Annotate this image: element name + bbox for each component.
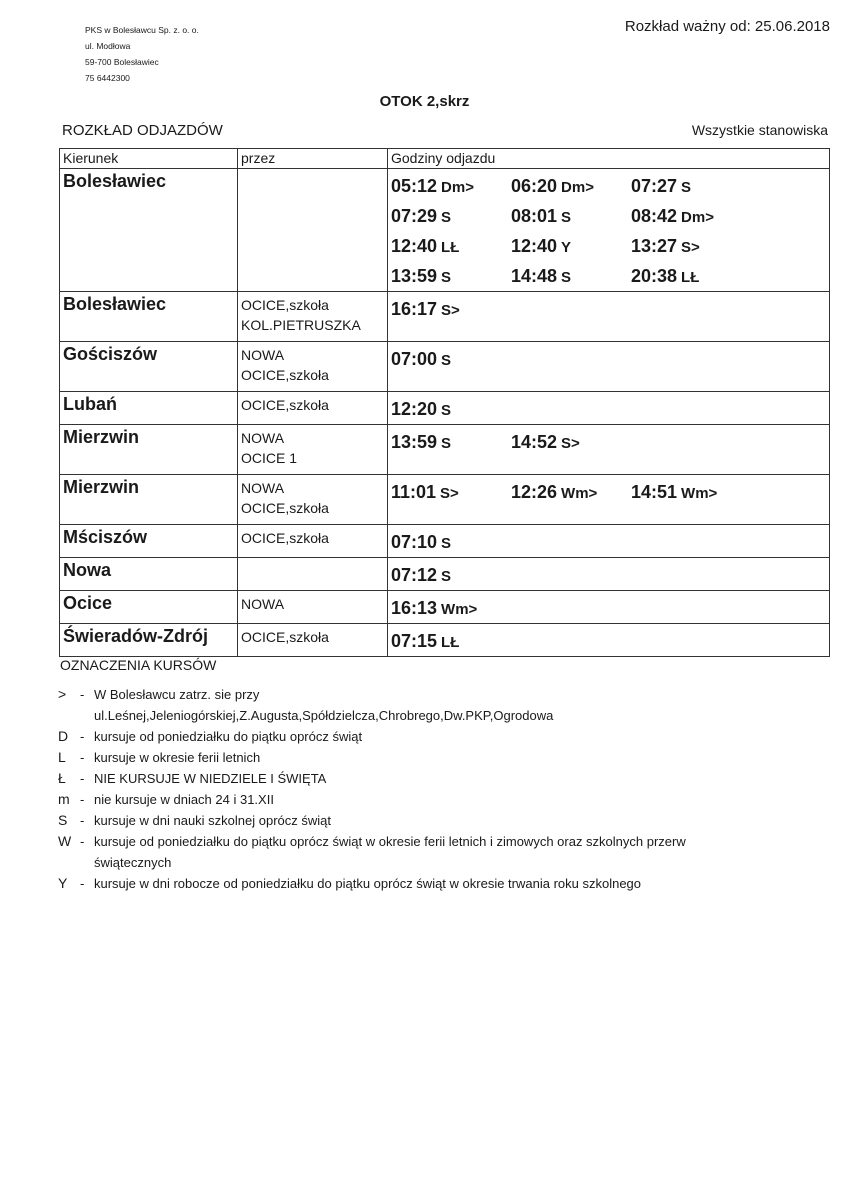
departure-times-cell xyxy=(388,169,830,292)
departure-hour: 11:01 xyxy=(391,481,437,502)
platforms-label: Wszystkie stanowiska xyxy=(691,122,828,138)
departure-mark: LŁ xyxy=(441,238,460,256)
departure-mark: S> xyxy=(441,301,460,319)
via-stop: NOWA xyxy=(241,430,285,446)
departure-mark: Wm> xyxy=(681,484,718,502)
departure-times-cell xyxy=(388,425,830,475)
times-line xyxy=(391,394,826,424)
table-row xyxy=(60,425,830,475)
legend-description xyxy=(94,684,828,726)
legend-description-line: W Bolesławcu zatrz. sie przy xyxy=(94,687,260,702)
departure-time xyxy=(391,349,511,370)
departure-hour: 07:10 xyxy=(391,531,438,552)
departure-time xyxy=(391,266,511,287)
legend-symbol: m xyxy=(58,791,70,807)
departure-mark: LŁ xyxy=(441,633,460,651)
header-via: przez xyxy=(238,149,388,169)
legend-symbol: S xyxy=(58,812,68,828)
times-line xyxy=(391,560,826,590)
departure-mark: S xyxy=(561,268,572,286)
legend-item xyxy=(58,747,828,768)
legend-description-line: kursuje w okresie ferii letnich xyxy=(94,750,261,765)
legend-description-line: NIE KURSUJE W NIEDZIELE I ŚWIĘTA xyxy=(94,771,327,786)
departure-mark: S xyxy=(441,434,452,452)
company-phone: 75 6442300 xyxy=(85,73,130,83)
departure-mark: Y xyxy=(561,238,572,256)
departure-hour: 12:20 xyxy=(391,398,438,419)
company-address xyxy=(85,22,199,86)
departure-time xyxy=(391,206,511,227)
departure-mark: S xyxy=(441,401,452,419)
departure-time xyxy=(391,432,511,453)
via-cell xyxy=(238,624,388,657)
departure-time xyxy=(511,176,631,197)
company-postcode: 59-700 Bolesławiec xyxy=(85,57,159,67)
departure-mark: S xyxy=(441,567,452,585)
company-street: ul. Modłowa xyxy=(85,41,131,51)
departure-hour: 07:12 xyxy=(391,564,438,585)
departure-mark: S xyxy=(441,268,452,286)
valid-from: Rozkład ważny od: 25.06.2018 xyxy=(624,18,830,35)
departure-hour: 08:01 xyxy=(511,205,558,226)
legend-title: OZNACZENIA KURSÓW xyxy=(60,657,217,673)
departure-time xyxy=(391,399,511,420)
via-cell xyxy=(238,169,388,292)
departure-hour: 06:20 xyxy=(511,175,558,196)
legend-description-line: ul.Leśnej,Jeleniogórskiej,Z.Augusta,Spółdzielcza,Chrobrego,Dw.PKP,Ogrodowa xyxy=(94,708,554,723)
departure-mark: S xyxy=(681,178,692,196)
departure-hour: 07:27 xyxy=(631,175,678,196)
table-row xyxy=(60,342,830,392)
via-stop: NOWA xyxy=(241,596,285,612)
legend-dash: - xyxy=(80,813,85,828)
times-line xyxy=(391,294,826,324)
departure-hour: 13:59 xyxy=(391,265,438,286)
times-line xyxy=(391,261,826,291)
departure-mark: LŁ xyxy=(681,268,700,286)
header-destination: Kierunek xyxy=(60,149,238,169)
departure-hour: 12:40 xyxy=(391,235,438,256)
departure-times-cell xyxy=(388,591,830,624)
legend-item xyxy=(58,873,828,894)
destination-cell: Gościszów xyxy=(60,342,238,392)
destination-cell: Bolesławiec xyxy=(60,169,238,292)
departure-hour: 07:29 xyxy=(391,205,438,226)
departure-time xyxy=(511,266,631,287)
via-cell xyxy=(238,392,388,425)
departures-table xyxy=(59,148,830,657)
departure-time xyxy=(391,299,511,320)
legend-dash: - xyxy=(80,771,85,786)
legend-item xyxy=(58,684,828,726)
legend-list xyxy=(58,684,828,894)
departure-mark: Dm> xyxy=(561,178,594,196)
legend-description xyxy=(94,726,828,747)
legend-symbol: Ł xyxy=(58,770,66,786)
departure-times-cell xyxy=(388,558,830,591)
times-line xyxy=(391,593,826,623)
legend-item xyxy=(58,831,828,873)
departure-time xyxy=(631,236,751,257)
departure-mark: S xyxy=(561,208,572,226)
timetable-subtitle: ROZKŁAD ODJAZDÓW xyxy=(62,122,223,139)
destination-cell: Świeradów-Zdrój xyxy=(60,624,238,657)
destination-cell: Mierzwin xyxy=(60,425,238,475)
legend-description xyxy=(94,873,828,894)
legend-dash: - xyxy=(80,729,85,744)
via-cell xyxy=(238,425,388,475)
departure-time xyxy=(391,532,511,553)
legend-symbol: W xyxy=(58,833,72,849)
departure-times-cell xyxy=(388,624,830,657)
destination-cell: Bolesławiec xyxy=(60,292,238,342)
legend-dash: - xyxy=(80,876,85,891)
departure-time xyxy=(391,482,511,503)
legend-dash: - xyxy=(80,687,85,702)
departure-time xyxy=(391,565,511,586)
legend-description xyxy=(94,831,828,873)
legend-description-line: świątecznych xyxy=(94,855,172,870)
table-row xyxy=(60,525,830,558)
departure-times-cell xyxy=(388,475,830,525)
legend-description xyxy=(94,789,828,810)
times-line xyxy=(391,171,826,201)
departure-times-cell xyxy=(388,392,830,425)
legend-description xyxy=(94,810,828,831)
departure-time xyxy=(631,266,751,287)
departure-mark: Dm> xyxy=(441,178,474,196)
legend-symbol: D xyxy=(58,728,69,744)
via-stop: OCICE,szkoła xyxy=(241,297,329,313)
departure-hour: 12:40 xyxy=(511,235,558,256)
legend-item xyxy=(58,810,828,831)
departure-hour: 05:12 xyxy=(391,175,438,196)
departure-hour: 14:48 xyxy=(511,265,558,286)
departure-hour: 07:00 xyxy=(391,348,438,369)
via-cell xyxy=(238,475,388,525)
departure-time xyxy=(391,176,511,197)
via-cell xyxy=(238,558,388,591)
via-stop: NOWA xyxy=(241,480,285,496)
departure-hour: 07:15 xyxy=(391,630,438,651)
departure-hour: 16:13 xyxy=(391,597,438,618)
departure-mark: S> xyxy=(440,484,459,502)
destination-cell: Ocice xyxy=(60,591,238,624)
legend-dash: - xyxy=(80,792,85,807)
legend-dash: - xyxy=(80,750,85,765)
legend-description-line: nie kursuje w dniach 24 i 31.XII xyxy=(94,792,274,807)
legend-dash: - xyxy=(80,834,85,849)
legend-description xyxy=(94,747,828,768)
via-cell xyxy=(238,292,388,342)
departure-time xyxy=(391,236,511,257)
departure-times-cell xyxy=(388,292,830,342)
departure-hour: 13:59 xyxy=(391,431,438,452)
destination-cell: Nowa xyxy=(60,558,238,591)
departure-mark: S> xyxy=(561,434,580,452)
departure-time xyxy=(511,432,631,453)
via-stop: OCICE,szkoła xyxy=(241,367,329,383)
via-stop: NOWA xyxy=(241,347,285,363)
departure-time xyxy=(511,236,631,257)
legend-description-line: kursuje w dni robocze od poniedziałku do piątku oprócz świąt w okresie trwania roku szkolnego xyxy=(94,876,642,891)
via-stop: OCICE,szkoła xyxy=(241,629,329,645)
via-stop: OCICE,szkoła xyxy=(241,500,329,516)
departure-time xyxy=(631,206,751,227)
times-line xyxy=(391,527,826,557)
via-stop: OCICE,szkoła xyxy=(241,397,329,413)
departure-mark: S> xyxy=(681,238,700,256)
destination-cell: Lubań xyxy=(60,392,238,425)
legend-item xyxy=(58,768,828,789)
departure-mark: Wm> xyxy=(441,600,478,618)
departure-time xyxy=(511,482,631,503)
via-cell xyxy=(238,591,388,624)
departure-hour: 13:27 xyxy=(631,235,678,256)
header-times: Godziny odjazdu xyxy=(388,149,830,169)
departure-hour: 14:52 xyxy=(511,431,558,452)
departure-mark: S xyxy=(441,534,452,552)
company-name: PKS w Bolesławcu Sp. z. o. o. xyxy=(85,25,199,35)
legend-description-line: kursuje od poniedziałku do piątku oprócz świąt xyxy=(94,729,363,744)
destination-cell: Mściszów xyxy=(60,525,238,558)
legend-symbol: Y xyxy=(58,875,68,891)
departure-hour: 20:38 xyxy=(631,265,678,286)
departure-time xyxy=(391,631,511,652)
departure-time xyxy=(391,598,511,619)
departure-mark: S xyxy=(441,351,452,369)
departure-time xyxy=(631,482,751,503)
departure-times-cell xyxy=(388,342,830,392)
destination-cell: Mierzwin xyxy=(60,475,238,525)
departure-mark: Wm> xyxy=(561,484,598,502)
times-line xyxy=(391,626,826,656)
departure-times-cell xyxy=(388,525,830,558)
legend-description-line: kursuje od poniedziałku do piątku oprócz świąt w okresie ferii letnich i zimowych oraz szkolnych przerw xyxy=(94,834,686,849)
departure-hour: 08:42 xyxy=(631,205,678,226)
times-line xyxy=(391,344,826,374)
legend-item xyxy=(58,789,828,810)
departure-hour: 12:26 xyxy=(511,481,558,502)
times-line xyxy=(391,477,826,507)
departure-hour: 16:17 xyxy=(391,298,438,319)
table-row xyxy=(60,169,830,292)
table-row xyxy=(60,558,830,591)
via-stop: OCICE 1 xyxy=(241,450,298,466)
via-cell xyxy=(238,525,388,558)
table-row xyxy=(60,392,830,425)
legend-symbol: L xyxy=(58,749,66,765)
table-row xyxy=(60,292,830,342)
via-cell xyxy=(238,342,388,392)
departure-hour: 14:51 xyxy=(631,481,678,502)
via-stop: KOL.PIETRUSZKA xyxy=(241,317,361,333)
stop-name: OTOK 2,skrz xyxy=(379,93,470,110)
legend-description xyxy=(94,768,828,789)
via-stop: OCICE,szkoła xyxy=(241,530,329,546)
departure-mark: Dm> xyxy=(681,208,714,226)
times-line xyxy=(391,427,826,457)
times-line xyxy=(391,231,826,261)
table-header-row xyxy=(60,149,830,169)
table-row xyxy=(60,475,830,525)
departure-time xyxy=(511,206,631,227)
departure-mark: S xyxy=(441,208,452,226)
legend-symbol: > xyxy=(58,686,67,702)
times-line xyxy=(391,201,826,231)
legend-item xyxy=(58,726,828,747)
table-row xyxy=(60,591,830,624)
departure-time xyxy=(631,176,751,197)
table-row xyxy=(60,624,830,657)
legend-description-line: kursuje w dni nauki szkolnej oprócz świąt xyxy=(94,813,331,828)
